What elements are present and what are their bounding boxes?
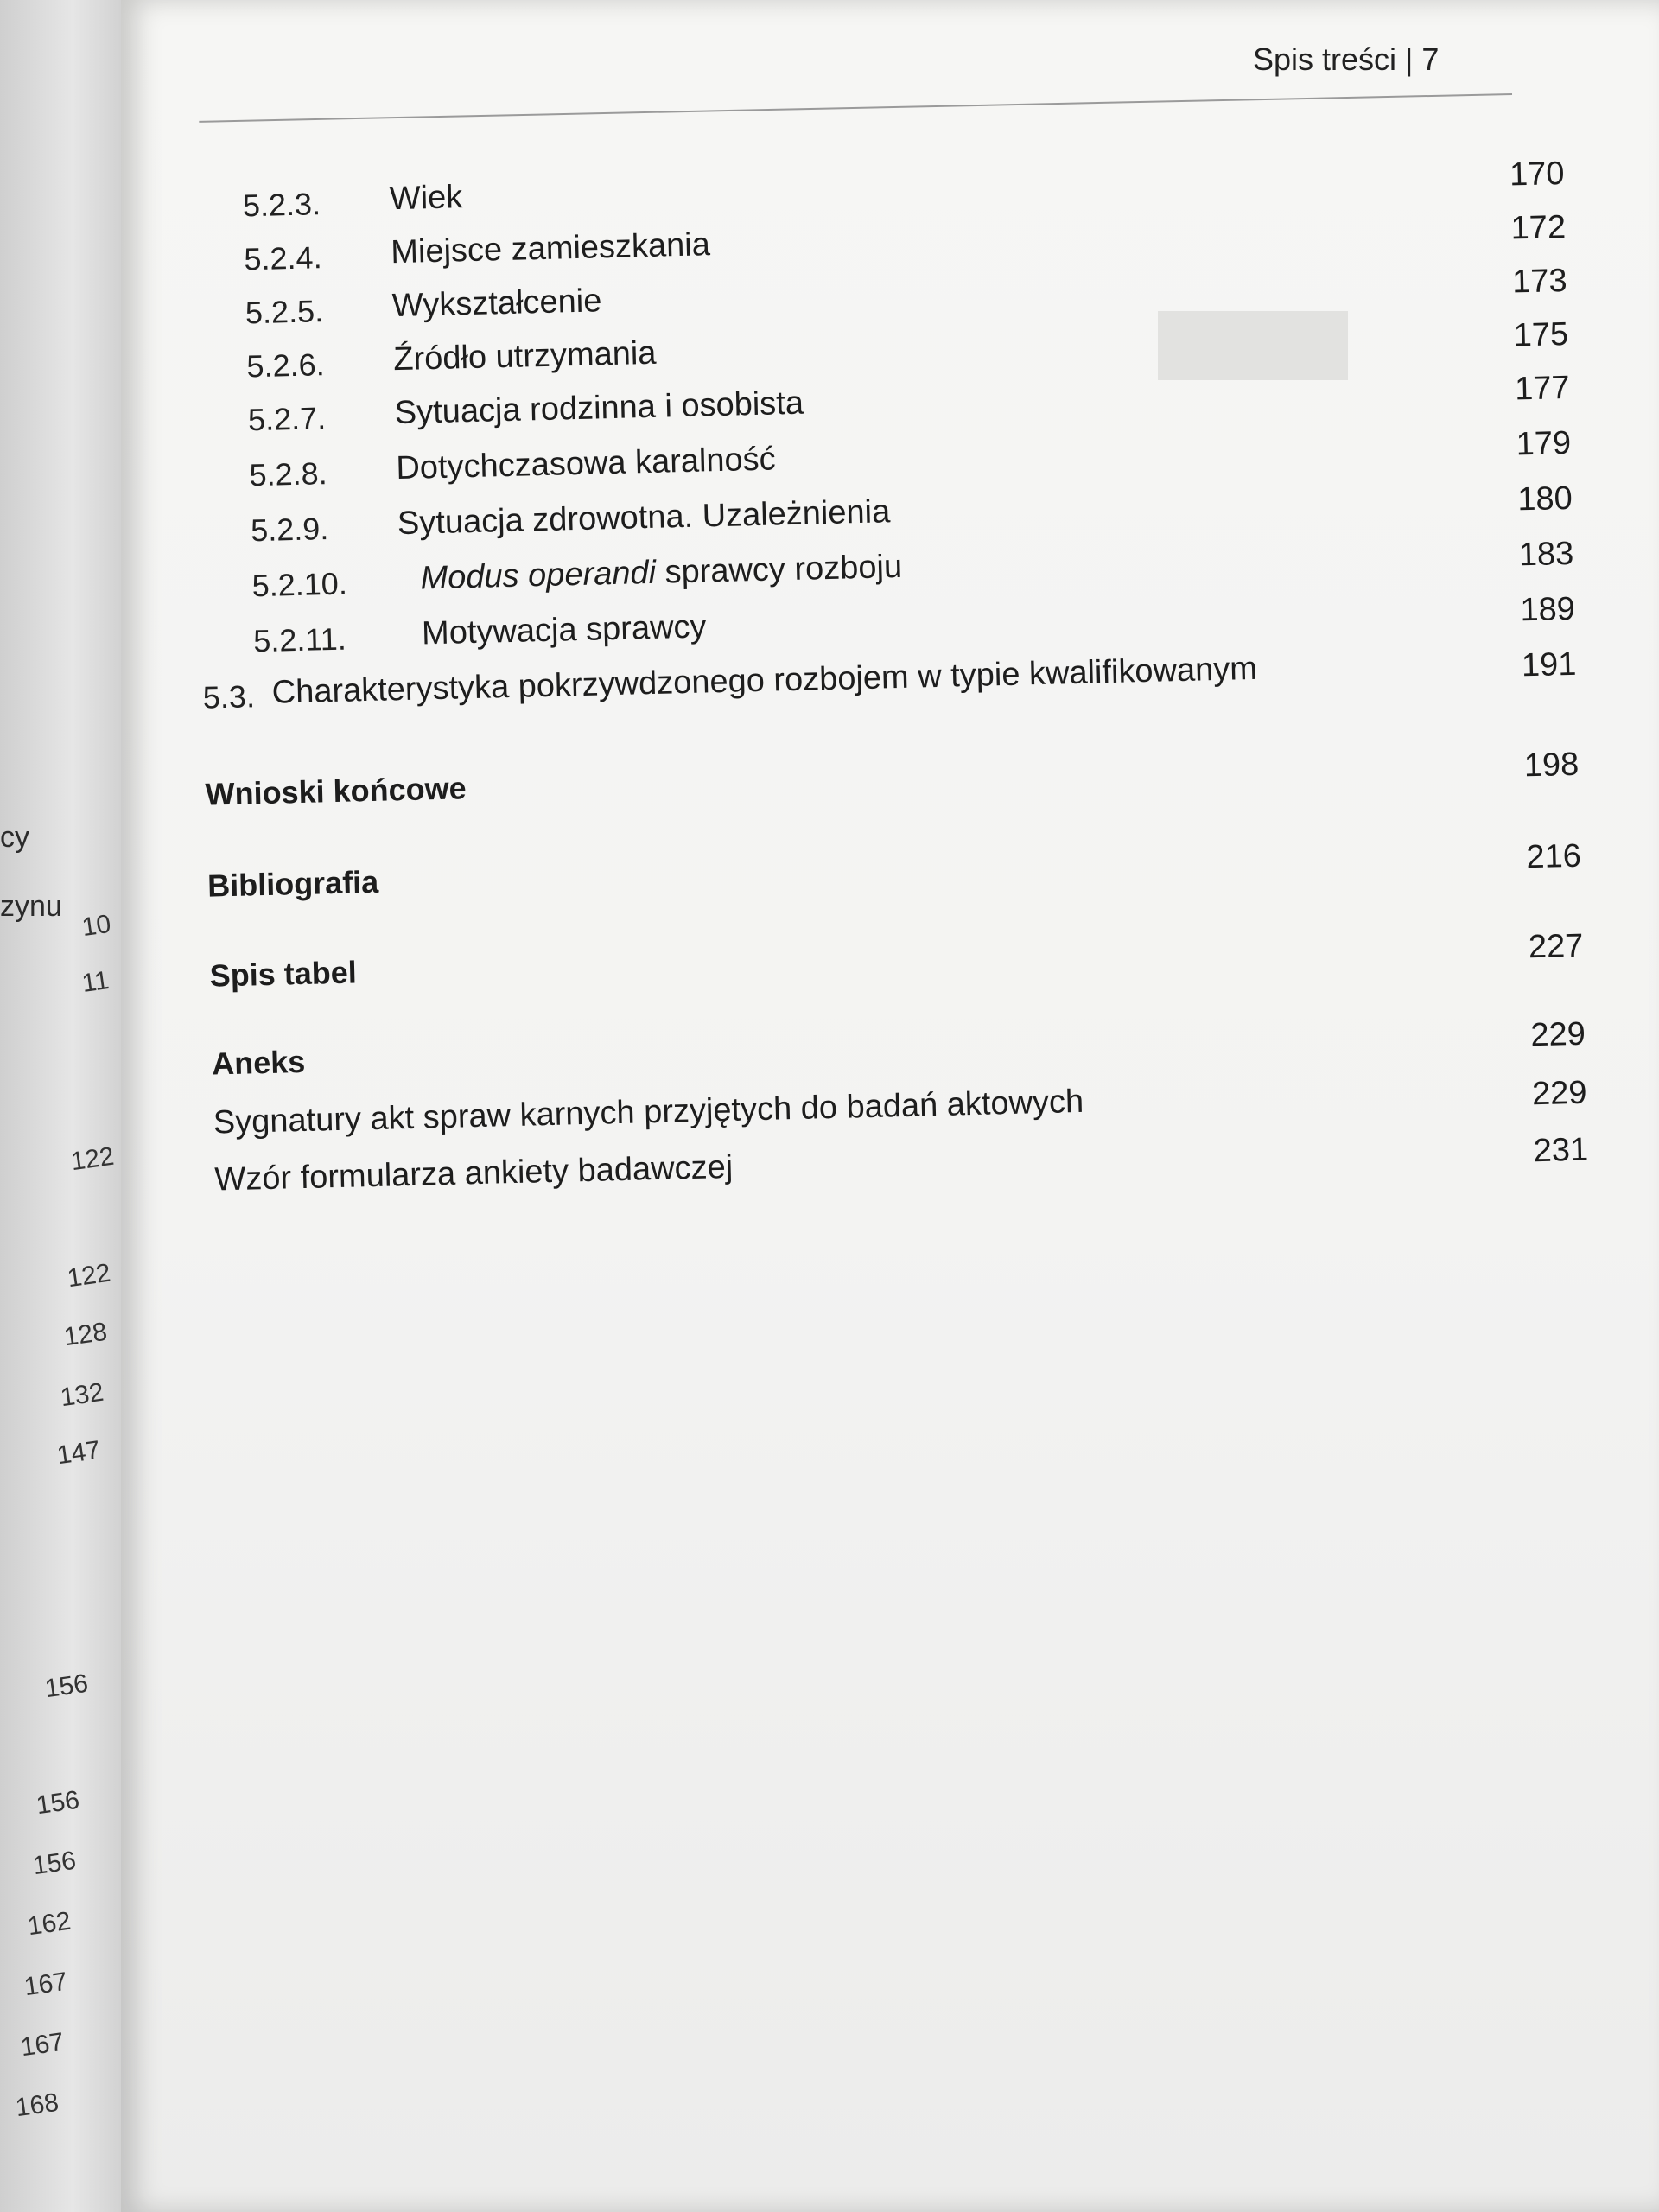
left-page-number: 167	[18, 2027, 67, 2063]
toc-entry-title: Motywacja sprawcy	[421, 608, 707, 652]
toc-entry-page: 191	[1521, 645, 1577, 684]
toc-entry-number: 5.2.8.	[249, 455, 328, 493]
toc-heading-entry	[207, 838, 1582, 920]
toc-entry-page: 229	[1529, 1015, 1586, 1054]
left-page-number: 132	[58, 1377, 106, 1413]
left-page-number: 162	[25, 1906, 73, 1942]
toc-entry-page: 183	[1518, 535, 1574, 574]
toc-entry-number: 5.3.	[202, 678, 256, 715]
toc-heading-entry	[209, 928, 1584, 1010]
header-rule	[199, 93, 1512, 123]
toc-entry-title: Wiek	[389, 179, 463, 218]
left-page-number: 156	[42, 1669, 91, 1704]
toc-entry-title: Sytuacja zdrowotna. Uzależnienia	[397, 493, 891, 543]
toc-entry-page: 227	[1528, 927, 1584, 966]
toc-entry-title: Dotychczasowa karalność	[395, 441, 777, 487]
toc-heading-title: Wnioski końcowe	[205, 770, 467, 812]
left-page-number: 168	[13, 2088, 61, 2123]
toc-entry-title-italic: Modus operandi	[420, 554, 657, 597]
toc-heading-title: Aneks	[211, 1043, 306, 1082]
left-page-number: 156	[30, 1846, 79, 1881]
toc-entry-page: 175	[1513, 315, 1569, 354]
toc-entry-title: Charakterystyka pokrzywdzonego rozbojem w typie kwalifikowanym	[271, 650, 1258, 711]
toc-entry-title: Wzór formularza ankiety badawczej	[213, 1148, 734, 1198]
toc-entry-title: Miejsce zamieszkania	[390, 226, 711, 271]
toc-entry-number: 5.2.11.	[252, 620, 347, 659]
left-page-number: 11	[79, 965, 111, 999]
toc-entry-title: Sygnatury akt spraw karnych przyjętych do badań aktowych	[213, 1083, 1084, 1141]
book-page	[121, 0, 1659, 2212]
toc-entry-page: 177	[1514, 369, 1571, 408]
table-of-contents	[190, 156, 1589, 1198]
toc-entry-number: 5.2.10.	[251, 565, 348, 604]
toc-entry-number: 5.2.5.	[245, 293, 324, 331]
toc-entry-title: Wykształcenie	[391, 283, 602, 325]
left-page-number: 128	[61, 1317, 110, 1352]
left-page-number: 122	[65, 1258, 113, 1294]
toc-entry-page: 231	[1533, 1131, 1589, 1170]
toc-entry-number: 5.2.3.	[242, 186, 321, 224]
toc-entry-number: 5.2.6.	[246, 346, 326, 385]
toc-entry-page: 198	[1523, 746, 1580, 785]
toc-entry-page: 180	[1516, 480, 1573, 518]
toc-heading-title: Bibliografia	[207, 863, 379, 904]
left-page-number: 147	[54, 1435, 103, 1471]
toc-entry-number: 5.2.9.	[250, 511, 329, 549]
toc-entry-page: 173	[1511, 262, 1568, 301]
toc-entry-page: 189	[1519, 590, 1576, 629]
left-facing-page	[0, 0, 121, 2212]
left-page-number: 167	[22, 1967, 70, 2002]
toc-entry-number: 5.2.7.	[247, 400, 327, 438]
toc-entry-page: 172	[1510, 208, 1567, 247]
toc-heading-title: Spis tabel	[209, 954, 358, 994]
toc-entry-number: 5.2.4.	[243, 239, 323, 277]
toc-entry-page: 229	[1531, 1074, 1588, 1113]
toc-entry-page: 179	[1516, 424, 1572, 463]
left-page-fragment: cy	[0, 821, 29, 854]
toc-entry-page: 170	[1509, 156, 1566, 194]
toc-entry-title	[420, 549, 903, 598]
toc-entry-title: Sytuacja rodzinna i osobista	[394, 385, 804, 432]
left-page-number: 10	[79, 909, 113, 943]
toc-entry-page: 216	[1525, 837, 1582, 876]
left-page-number: 156	[34, 1785, 82, 1821]
left-page-number: 122	[68, 1141, 117, 1177]
toc-heading-entry	[205, 747, 1580, 829]
toc-entry-title-rest: sprawcy rozboju	[655, 548, 903, 591]
left-page-fragment: zynu	[0, 890, 62, 923]
running-header: Spis treści | 7	[1253, 41, 1440, 77]
toc-entry-title: Źródło utrzymania	[392, 334, 657, 378]
